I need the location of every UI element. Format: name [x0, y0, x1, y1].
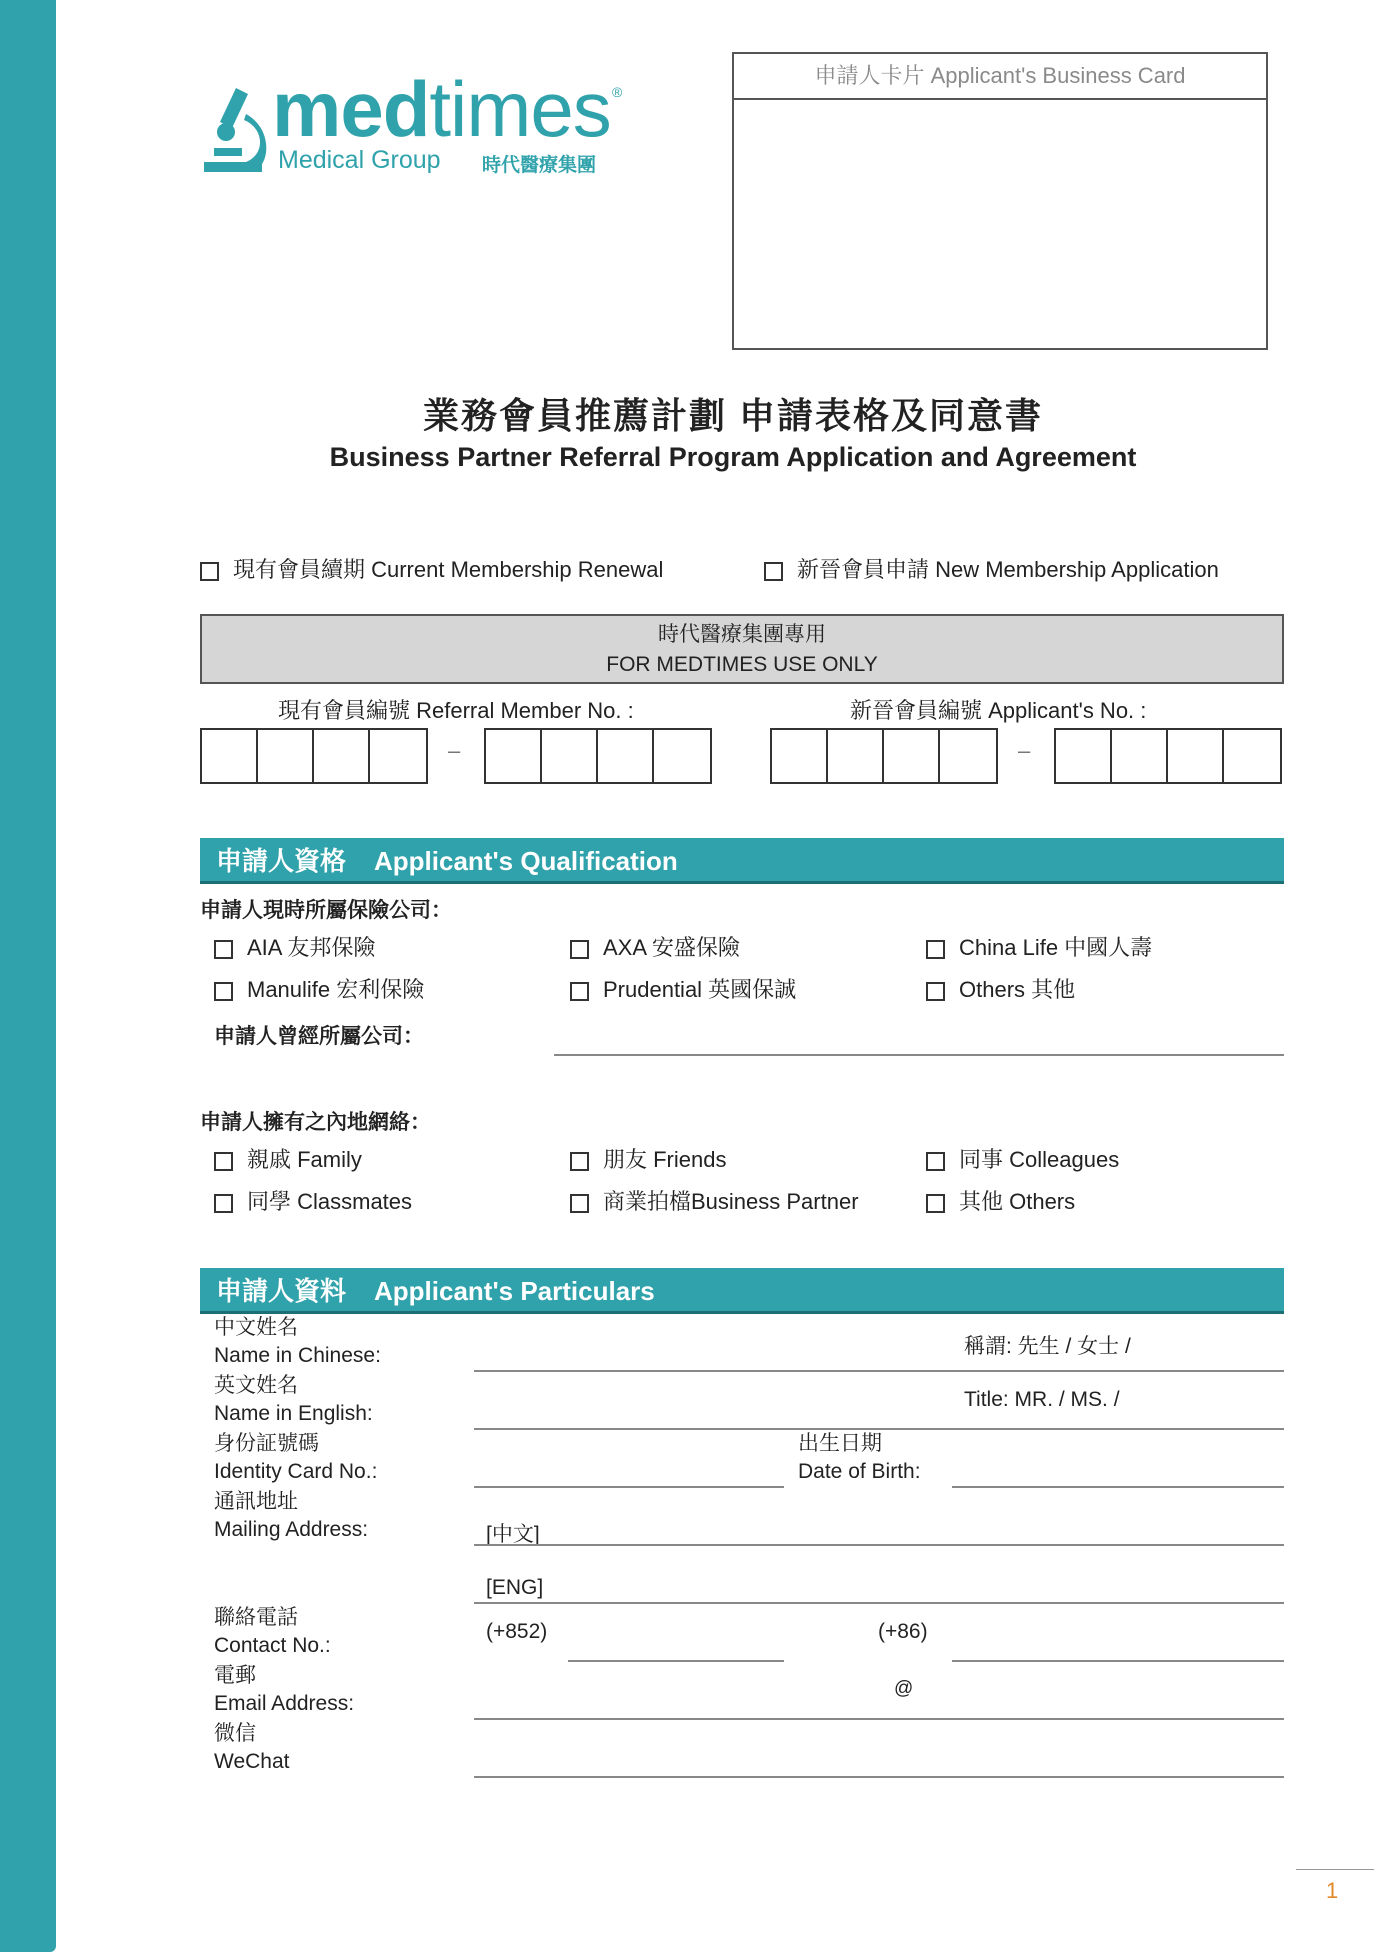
logo-subtitle: Medical Group	[278, 146, 441, 174]
microscope-icon	[196, 84, 268, 176]
insurer-label: Others 其他	[959, 977, 1076, 1002]
insurer-checkbox[interactable]	[570, 940, 589, 959]
label-zh: 出生日期	[798, 1432, 882, 1455]
label-zh: 中文姓名	[214, 1316, 298, 1339]
network-option-colleagues[interactable]	[926, 1146, 1119, 1174]
particulars-section-header	[200, 1268, 1284, 1314]
new-application-option[interactable]	[764, 556, 1219, 584]
qualification-header-en: Applicant's Qualification	[374, 846, 678, 876]
dob-field[interactable]	[952, 1486, 1284, 1488]
referral-no-group-1[interactable]	[200, 728, 428, 784]
digit-cell[interactable]	[1112, 730, 1168, 782]
referral-no-group-2[interactable]	[484, 728, 712, 784]
form-title-en: Business Partner Referral Program Application and Agreement	[329, 442, 1137, 472]
business-card-box[interactable]	[732, 52, 1268, 350]
applicant-no-group-1[interactable]	[770, 728, 998, 784]
insurer-checkbox[interactable]	[214, 982, 233, 1001]
form-title-zh: 業務會員推薦計劃 申請表格及同意書	[422, 395, 1043, 436]
contact-no-label	[214, 1604, 331, 1660]
digit-cell[interactable]	[486, 730, 542, 782]
applicant-no-dash: –	[1018, 738, 1031, 763]
network-checkbox[interactable]	[214, 1152, 233, 1171]
page-number-rule	[1296, 1869, 1374, 1870]
renewal-option[interactable]	[200, 556, 663, 584]
page-number: 1	[1326, 1878, 1339, 1903]
mailing-address-zh-field[interactable]	[474, 1544, 1284, 1546]
digit-cell[interactable]	[1224, 730, 1280, 782]
label-en: WeChat	[214, 1750, 290, 1773]
network-option-family[interactable]	[214, 1146, 362, 1174]
particulars-header-en: Applicant's Particulars	[374, 1276, 655, 1306]
insurer-option-prudential[interactable]	[570, 976, 796, 1004]
insurer-checkbox[interactable]	[570, 982, 589, 1001]
network-option-classmates[interactable]	[214, 1188, 412, 1216]
digit-cell[interactable]	[202, 730, 258, 782]
business-card-label: 申請人卡片 Applicant's Business Card	[734, 54, 1266, 100]
digit-cell[interactable]	[258, 730, 314, 782]
title-en-options[interactable]: Title: MR. / MS. /	[964, 1388, 1120, 1411]
email-at-sign: @	[894, 1678, 914, 1699]
insurer-label: AXA 安盛保險	[603, 935, 740, 960]
label-zh: 聯絡電話	[214, 1606, 298, 1629]
qualification-section-header	[200, 838, 1284, 884]
title-zh-options[interactable]: 稱謂: 先生 / 女士 /	[964, 1335, 1131, 1358]
email-field[interactable]	[474, 1718, 1284, 1720]
office-use-zh: 時代醫療集團專用	[658, 623, 826, 646]
office-use-box	[200, 614, 1284, 684]
particulars-header-zh: 申請人資料	[216, 1276, 347, 1306]
network-label: 同事 Colleagues	[959, 1147, 1120, 1172]
digit-cell[interactable]	[314, 730, 370, 782]
insurer-checkbox[interactable]	[926, 940, 945, 959]
network-question: 申請人擁有之內地網絡：	[200, 1111, 431, 1134]
registered-mark: ®	[612, 84, 623, 100]
network-label: 其他 Others	[959, 1189, 1076, 1214]
network-option-business-partner[interactable]	[570, 1188, 859, 1216]
referral-member-no-label: 現有會員編號 Referral Member No. :	[278, 698, 634, 723]
network-label: 同學 Classmates	[247, 1189, 413, 1214]
applicant-no-group-2[interactable]	[1054, 728, 1282, 784]
network-option-others[interactable]	[926, 1188, 1075, 1216]
insurer-option-aia[interactable]	[214, 934, 375, 962]
mailing-address-en-field[interactable]	[474, 1602, 1284, 1604]
digit-cell[interactable]	[772, 730, 828, 782]
hk-country-code: (+852)	[486, 1620, 548, 1643]
name-zh-label	[214, 1314, 381, 1370]
insurer-label: Manulife 宏利保險	[247, 977, 425, 1002]
insurer-option-others[interactable]	[926, 976, 1075, 1004]
label-en: Name in English:	[214, 1402, 373, 1425]
former-company-field[interactable]	[554, 1054, 1284, 1056]
label-en: Name in Chinese:	[214, 1344, 381, 1367]
digit-cell[interactable]	[884, 730, 940, 782]
office-use-en: FOR MEDTIMES USE ONLY	[606, 653, 878, 676]
insurer-option-manulife[interactable]	[214, 976, 424, 1004]
mailing-address-label	[214, 1488, 368, 1544]
insurer-option-china-life[interactable]	[926, 934, 1152, 962]
qualification-header-zh: 申請人資格	[216, 846, 347, 876]
network-checkbox[interactable]	[214, 1194, 233, 1213]
insurer-checkbox[interactable]	[214, 940, 233, 959]
wechat-label	[214, 1720, 289, 1776]
id-card-label	[214, 1430, 377, 1486]
applicant-no-label: 新晉會員編號 Applicant's No. :	[850, 698, 1147, 723]
network-label: 親戚 Family	[247, 1147, 362, 1172]
insurer-label: Prudential 英國保誠	[603, 977, 797, 1002]
digit-cell[interactable]	[940, 730, 996, 782]
digit-cell[interactable]	[828, 730, 884, 782]
renewal-label: 現有會員續期 Current Membership Renewal	[233, 557, 664, 582]
renewal-checkbox[interactable]	[200, 562, 219, 581]
dob-label	[798, 1430, 921, 1486]
digit-cell[interactable]	[1056, 730, 1112, 782]
hk-phone-field[interactable]	[568, 1660, 784, 1662]
label-en: Date of Birth:	[798, 1460, 921, 1483]
cn-country-code: (+86)	[878, 1620, 928, 1643]
label-zh: 英文姓名	[214, 1374, 298, 1397]
insurer-option-axa[interactable]	[570, 934, 740, 962]
label-zh: 微信	[214, 1722, 256, 1745]
digit-cell[interactable]	[370, 730, 426, 782]
label-zh: 身份証號碼	[214, 1432, 319, 1455]
network-label: 朋友 Friends	[603, 1147, 727, 1172]
label-zh: 電郵	[214, 1664, 256, 1687]
label-en: Identity Card No.:	[214, 1460, 378, 1483]
digit-cell[interactable]	[654, 730, 710, 782]
medtimes-logo	[196, 65, 636, 182]
insurer-question: 申請人現時所屬保險公司：	[200, 899, 452, 922]
logo-subtitle-zh: 時代醫療集團	[482, 155, 597, 176]
name-zh-field[interactable]	[474, 1370, 1284, 1372]
network-checkbox[interactable]	[926, 1194, 945, 1213]
new-application-checkbox[interactable]	[764, 562, 783, 581]
insurer-label: China Life 中國人壽	[959, 935, 1153, 960]
label-en: Mailing Address:	[214, 1518, 369, 1541]
insurer-checkbox[interactable]	[926, 982, 945, 1001]
network-option-friends[interactable]	[570, 1146, 726, 1174]
label-en: Email Address:	[214, 1692, 355, 1715]
digit-cell[interactable]	[542, 730, 598, 782]
label-en: Contact No.:	[214, 1634, 331, 1657]
mailing-en-tag: [ENG]	[486, 1576, 544, 1599]
digit-cell[interactable]	[598, 730, 654, 782]
wechat-field[interactable]	[474, 1776, 1284, 1778]
network-checkbox[interactable]	[570, 1152, 589, 1171]
network-checkbox[interactable]	[570, 1194, 589, 1213]
insurer-label: AIA 友邦保險	[247, 935, 376, 960]
network-checkbox[interactable]	[926, 1152, 945, 1171]
label-zh: 通訊地址	[214, 1490, 298, 1513]
new-application-label: 新晉會員申請 New Membership Application	[797, 557, 1219, 582]
former-company-question: 申請人曾經所屬公司：	[214, 1025, 424, 1048]
email-label	[214, 1662, 354, 1718]
logo-wordmark: medtimes	[272, 65, 611, 153]
side-color-bar	[0, 0, 56, 1952]
referral-no-dash: –	[448, 738, 461, 763]
digit-cell[interactable]	[1168, 730, 1224, 782]
mailing-zh-tag: [中文]	[486, 1523, 540, 1546]
network-label: 商業拍檔Business Partner	[603, 1189, 859, 1214]
name-en-label	[214, 1372, 373, 1428]
id-card-field[interactable]	[474, 1486, 784, 1488]
cn-phone-field[interactable]	[952, 1660, 1284, 1662]
